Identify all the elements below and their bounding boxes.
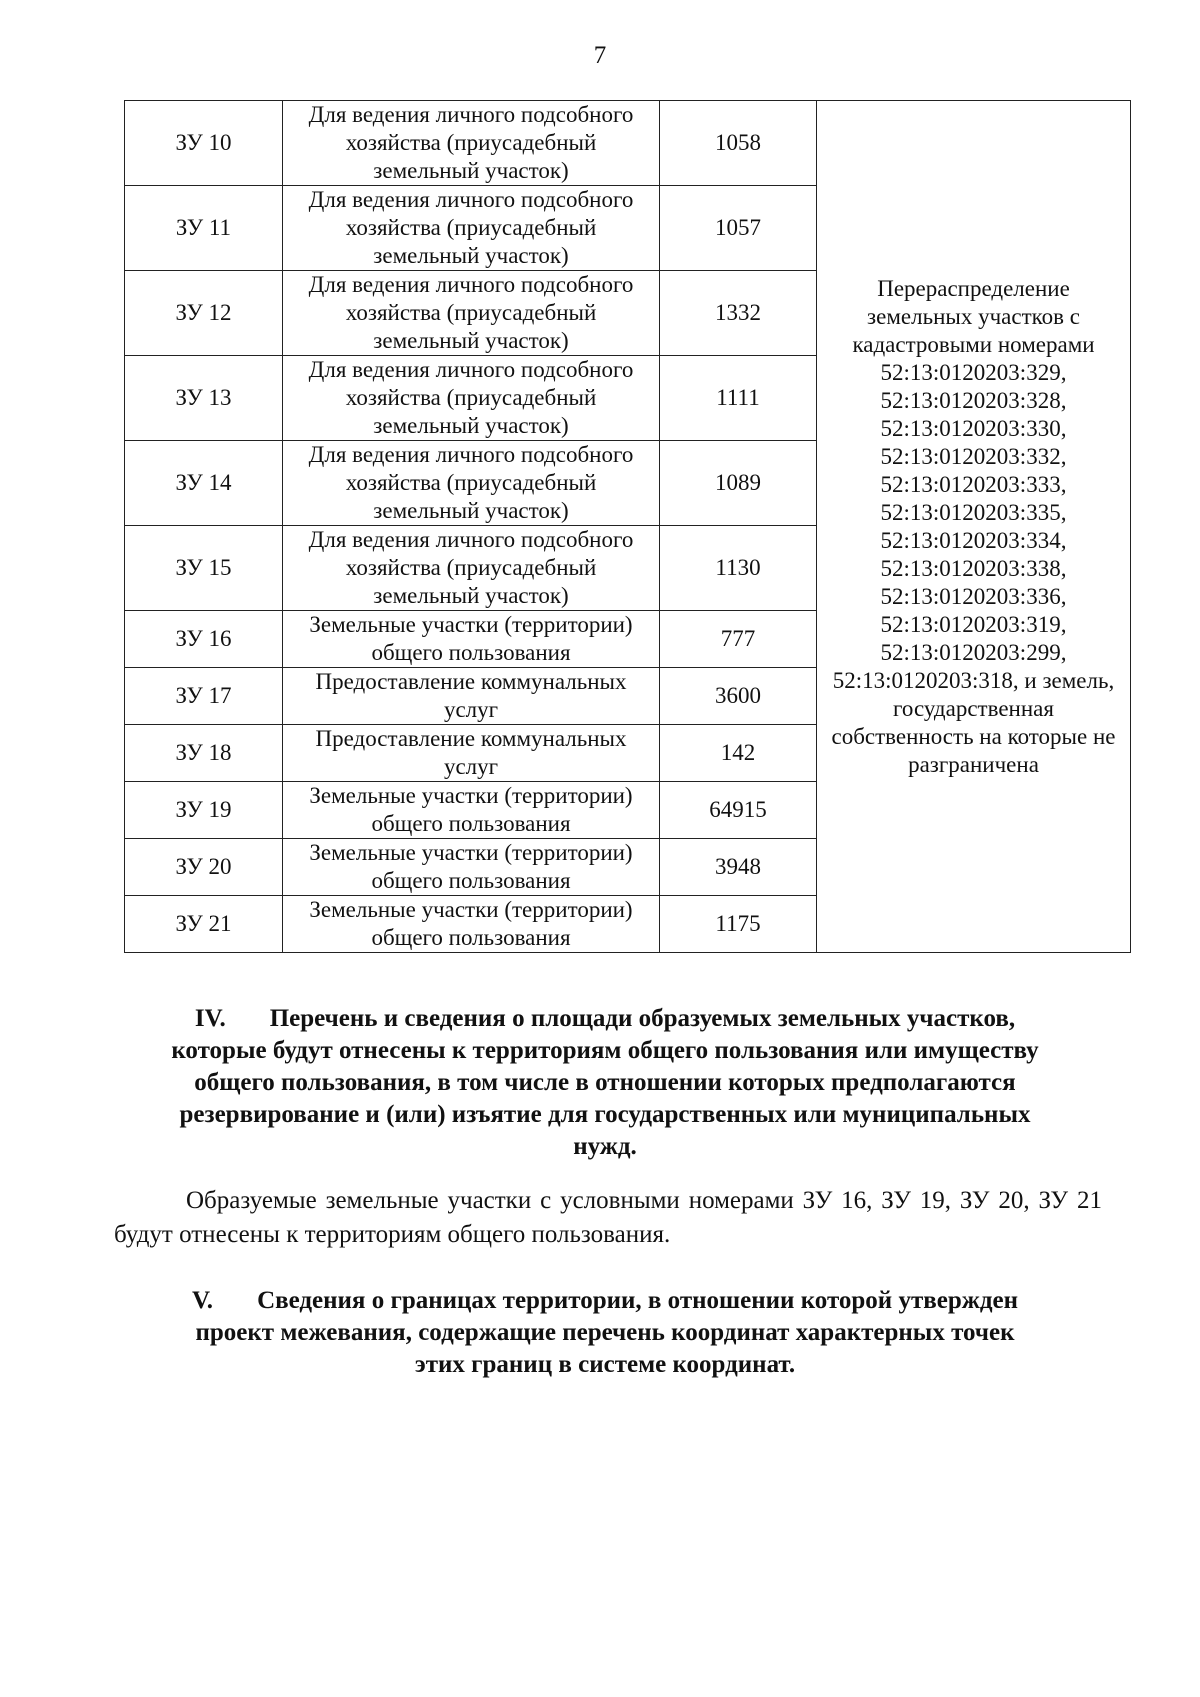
permitted-use-line: Земельные участки (территории) xyxy=(309,840,633,865)
formation-method-line: 52:13:0120203:329, xyxy=(880,359,1067,385)
permitted-use-cell xyxy=(283,356,660,441)
area-cell: 777 xyxy=(660,611,817,668)
section-4-title-line: IV. Перечень и сведения о площади образуемых земельных участков, xyxy=(110,1003,1100,1035)
parcel-id-cell: ЗУ 18 xyxy=(125,725,283,782)
permitted-use-line: Предоставление коммунальных xyxy=(315,726,627,751)
formation-method-line: 52:13:0120203:334, xyxy=(880,527,1067,553)
formation-method-line: земельных участков с xyxy=(867,303,1080,329)
area-cell: 1130 xyxy=(660,526,817,611)
permitted-use-cell xyxy=(283,186,660,271)
permitted-use-line: услуг xyxy=(443,697,499,722)
formation-method-line: Перераспределение xyxy=(877,275,1070,301)
permitted-use-line: услуг xyxy=(443,754,499,779)
formation-method-line: 52:13:0120203:333, xyxy=(880,471,1067,497)
area-cell: 3600 xyxy=(660,668,817,725)
section-5-heading xyxy=(110,1285,1100,1381)
formation-method-line: 52:13:0120203:336, xyxy=(880,583,1067,609)
area-cell: 3948 xyxy=(660,839,817,896)
formation-method-line: государственная xyxy=(893,695,1054,721)
permitted-use-line: Предоставление коммунальных xyxy=(315,669,627,694)
permitted-use-line: общего пользования xyxy=(371,811,571,836)
permitted-use-line: Для ведения личного подсобного xyxy=(308,272,634,297)
formation-method-line: собственность на которые не xyxy=(831,723,1116,749)
formation-method-line: 52:13:0120203:330, xyxy=(880,415,1067,441)
area-cell: 142 xyxy=(660,725,817,782)
section-5-title-line: этих границ в системе координат. xyxy=(414,1351,796,1378)
permitted-use-line: Земельные участки (территории) xyxy=(309,612,633,637)
section-4-heading xyxy=(110,1003,1100,1163)
permitted-use-line: хозяйства (приусадебный xyxy=(345,215,597,240)
formation-method-line: 52:13:0120203:335, xyxy=(880,499,1067,525)
section-4-title-line: нужд. xyxy=(573,1133,637,1160)
formation-method-line: 52:13:0120203:318, и земель, xyxy=(832,667,1115,693)
section-5-title-line: проект межевания, содержащие перечень координат характерных точек xyxy=(195,1319,1015,1346)
permitted-use-cell xyxy=(283,668,660,725)
formation-method-cell xyxy=(817,101,1131,953)
area-cell: 64915 xyxy=(660,782,817,839)
section-4-title-line: общего пользования, в том числе в отношении которых предполагаются xyxy=(194,1069,1016,1096)
permitted-use-cell xyxy=(283,441,660,526)
permitted-use-line: хозяйства (приусадебный xyxy=(345,300,597,325)
permitted-use-line: земельный участок) xyxy=(373,583,569,608)
parcel-id-cell: ЗУ 15 xyxy=(125,526,283,611)
permitted-use-cell xyxy=(283,271,660,356)
parcel-id-cell: ЗУ 17 xyxy=(125,668,283,725)
permitted-use-line: земельный участок) xyxy=(373,243,569,268)
parcel-id-cell: ЗУ 21 xyxy=(125,896,283,953)
area-cell: 1058 xyxy=(660,101,817,186)
permitted-use-line: общего пользования xyxy=(371,868,571,893)
page-number: 7 xyxy=(593,42,607,69)
permitted-use-line: хозяйства (приусадебный xyxy=(345,470,597,495)
formation-method-line: 52:13:0120203:332, xyxy=(880,443,1067,469)
permitted-use-cell xyxy=(283,101,660,186)
section-4-title-line: резервирование и (или) изъятие для государственных или муниципальных xyxy=(179,1101,1031,1128)
permitted-use-line: общего пользования xyxy=(371,640,571,665)
permitted-use-line: общего пользования xyxy=(371,925,571,950)
parcel-id-cell: ЗУ 20 xyxy=(125,839,283,896)
permitted-use-line: хозяйства (приусадебный xyxy=(345,555,597,580)
area-cell: 1057 xyxy=(660,186,817,271)
area-cell: 1089 xyxy=(660,441,817,526)
formation-method-line: 52:13:0120203:319, xyxy=(880,611,1067,637)
section-4-title-line: которые будут отнесены к территориям общего пользования или имуществу xyxy=(171,1037,1039,1064)
parcel-id-cell: ЗУ 14 xyxy=(125,441,283,526)
permitted-use-cell xyxy=(283,611,660,668)
permitted-use-line: Для ведения личного подсобного xyxy=(308,357,634,382)
area-cell: 1175 xyxy=(660,896,817,953)
parcel-id-cell: ЗУ 11 xyxy=(125,186,283,271)
table-row xyxy=(125,101,1131,186)
parcel-id-cell: ЗУ 10 xyxy=(125,101,283,186)
permitted-use-line: Земельные участки (территории) xyxy=(309,783,633,808)
area-cell: 1332 xyxy=(660,271,817,356)
permitted-use-cell xyxy=(283,725,660,782)
permitted-use-cell xyxy=(283,526,660,611)
permitted-use-line: Для ведения личного подсобного xyxy=(308,442,634,467)
section-5-title-line: V. Сведения о границах территории, в отношении которой утвержден xyxy=(110,1285,1100,1317)
permitted-use-line: Для ведения личного подсобного xyxy=(308,102,634,127)
formation-method-line: кадастровыми номерами xyxy=(852,331,1095,357)
permitted-use-cell xyxy=(283,839,660,896)
permitted-use-cell xyxy=(283,782,660,839)
permitted-use-line: земельный участок) xyxy=(373,498,569,523)
permitted-use-line: Для ведения личного подсобного xyxy=(308,187,634,212)
section-4-paragraph: Образуемые земельные участки с условными номерами ЗУ 16, ЗУ 19, ЗУ 20, ЗУ 21 будут отнесены к территориям общего пользования. xyxy=(114,1187,1102,1248)
area-cell: 1111 xyxy=(660,356,817,441)
section-4-number: IV. xyxy=(194,1005,226,1032)
parcel-id-cell: ЗУ 12 xyxy=(125,271,283,356)
parcel-id-cell: ЗУ 13 xyxy=(125,356,283,441)
formation-method-line: разграничена xyxy=(908,751,1039,777)
permitted-use-line: земельный участок) xyxy=(373,328,569,353)
permitted-use-line: Для ведения личного подсобного xyxy=(308,527,634,552)
formation-method-line: 52:13:0120203:328, xyxy=(880,387,1067,413)
permitted-use-line: земельный участок) xyxy=(373,413,569,438)
permitted-use-line: хозяйства (приусадебный xyxy=(345,130,597,155)
parcel-id-cell: ЗУ 19 xyxy=(125,782,283,839)
permitted-use-line: хозяйства (приусадебный xyxy=(345,385,597,410)
formation-method-line: 52:13:0120203:338, xyxy=(880,555,1067,581)
permitted-use-line: Земельные участки (территории) xyxy=(309,897,633,922)
parcels-table xyxy=(124,100,1131,953)
section-5-number: V. xyxy=(191,1287,214,1314)
permitted-use-line: земельный участок) xyxy=(373,158,569,183)
permitted-use-cell xyxy=(283,896,660,953)
parcel-id-cell: ЗУ 16 xyxy=(125,611,283,668)
formation-method-line: 52:13:0120203:299, xyxy=(880,639,1067,665)
